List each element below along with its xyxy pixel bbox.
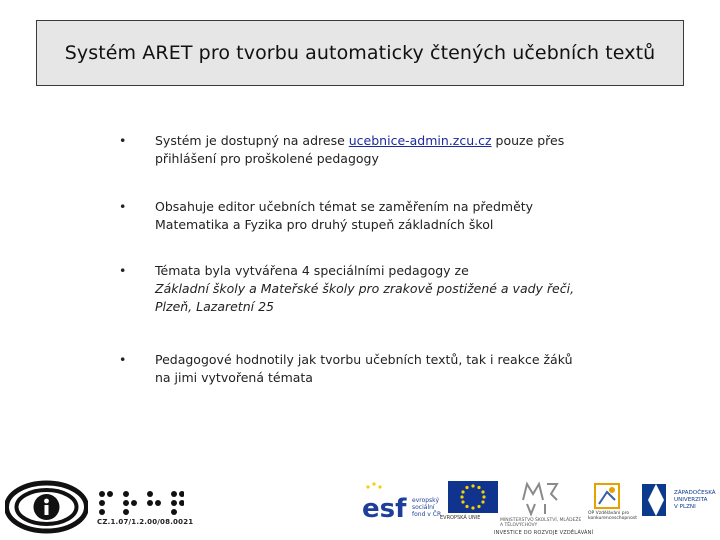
bullet-dot: • bbox=[119, 263, 127, 278]
bullet-3-text: Témata byla vytvářena 4 speciálními pedagogy ze bbox=[155, 263, 469, 278]
bullet-4-text: Pedagogové hodnotily jak tvorbu učebních textů, tak i reakce žáků na jimi vytvořená témata bbox=[155, 352, 573, 385]
bullet-item-2 bbox=[119, 198, 589, 234]
eu-label: EVROPSKÁ UNIE bbox=[440, 515, 481, 521]
msmt-label: MINISTERSTVO ŠKOLSTVÍ, MLÁDEŽE A TĚLOVÝCHOVY bbox=[500, 518, 582, 528]
bullet-1-text-post: pouze přes přihlášení pro proškolené pedagogy bbox=[155, 133, 565, 166]
invest-label: INVESTICE DO ROZVOJE VZDĚLÁVÁNÍ bbox=[494, 530, 594, 536]
bullet-dot: • bbox=[119, 352, 127, 367]
bullet-item-4 bbox=[119, 351, 589, 387]
op-label: OP Vzdělávání pro konkurenceschopnost bbox=[588, 511, 637, 521]
eye-logo-icon bbox=[5, 479, 88, 535]
bullet-3-italic: Základní školy a Mateřské školy pro zrakově postižené a vady řeči, Plzeň, Lazaretní 25 bbox=[155, 281, 575, 314]
slide-title: Systém ARET pro tvorbu automaticky čtených učebních textů bbox=[64, 42, 656, 64]
svg-text:esf: esf bbox=[362, 494, 407, 523]
esf-logo-icon bbox=[360, 481, 444, 523]
svg-text:UNIVERZITA: UNIVERZITA bbox=[674, 497, 708, 503]
svg-text:V PLZNI: V PLZNI bbox=[674, 504, 696, 510]
admin-link[interactable]: ucebnice-admin.zcu.cz bbox=[348, 133, 492, 148]
bullet-2-text: Obsahuje editor učebních témat se zaměřením na předměty Matematika a Fyzika pro druhý stupeň základních škol bbox=[155, 199, 534, 232]
bullet-item-1 bbox=[119, 132, 589, 168]
svg-text:sociální: sociální bbox=[412, 504, 435, 511]
svg-text:fond v ČR: fond v ČR bbox=[412, 511, 442, 518]
bullet-dot: • bbox=[119, 199, 127, 214]
title-box bbox=[36, 20, 684, 86]
braille-aret-icon bbox=[96, 490, 184, 516]
svg-text:evropský: evropský bbox=[412, 497, 439, 504]
bullet-1-text-pre: Systém je dostupný na adrese bbox=[155, 133, 349, 148]
zcu-logo-icon bbox=[640, 480, 716, 520]
project-code: CZ.1.07/1.2.00/08.0021 bbox=[97, 518, 194, 526]
bullet-dot: • bbox=[119, 133, 127, 148]
svg-text:ZÁPADOČESKÁ: ZÁPADOČESKÁ bbox=[674, 490, 716, 496]
bullet-item-3 bbox=[119, 262, 589, 316]
